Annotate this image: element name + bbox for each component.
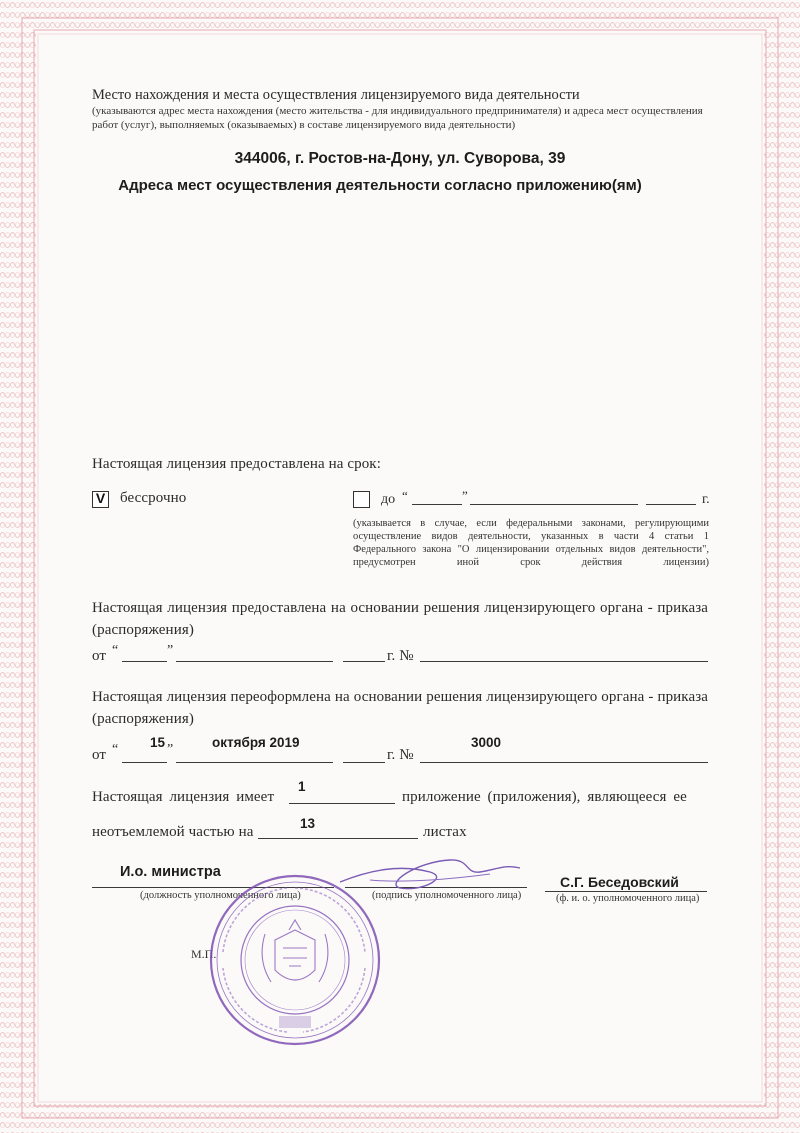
reissue-day-line: [122, 762, 167, 763]
reissue-close-quote: ”: [167, 742, 174, 757]
name-line: [545, 891, 707, 892]
term-label: Настоящая лицензия предоставлена на срок:: [92, 456, 381, 472]
reissue-year-line: [343, 762, 385, 763]
until-prefix: до: [381, 492, 396, 507]
header-lead: Место нахождения и места осуществления лицензируемого вида деятельности: [92, 87, 580, 103]
appendix-sheets: 13: [300, 816, 316, 831]
reissue-number-line: [420, 762, 708, 763]
appendix-count: 1: [298, 779, 306, 794]
reissue-day: 15: [150, 735, 166, 750]
until-year-suffix: г.: [702, 492, 710, 507]
official-seal: [205, 870, 385, 1050]
grant-open-quote: “: [112, 643, 119, 658]
appendix-count-line: [289, 803, 395, 804]
appendix-prefix: Настоящая лицензия имеет: [92, 789, 275, 805]
until-day-line: [412, 504, 462, 505]
reissue-open-quote: “: [112, 742, 119, 757]
signer-name: С.Г. Беседовский: [560, 874, 679, 890]
until-year-line: [646, 504, 696, 505]
reissue-text: Настоящая лицензия переоформлена на основании решения лицензирующего органа - приказа (распоряжения): [92, 689, 708, 727]
reissue-number: 3000: [471, 735, 502, 750]
grant-number-line: [420, 661, 708, 662]
name-caption: (ф. и. о. уполномоченного лица): [556, 893, 700, 904]
places-line: Адреса мест осуществления деятельности согласно приложению(ям): [118, 177, 642, 194]
appendix-sheets-line: [258, 838, 418, 839]
mp-label: М.П.: [191, 947, 217, 961]
reissue-year-no: г. №: [387, 747, 414, 763]
signature-caption: (подпись уполномоченного лица): [372, 890, 522, 901]
grant-year-no: г. №: [387, 648, 414, 664]
grant-month-line: [176, 661, 333, 662]
grant-text: Настоящая лицензия предоставлена на основании решения лицензирующего органа - приказа (распоряжения): [92, 600, 708, 638]
grant-year-line: [343, 661, 385, 662]
until-month-line: [470, 504, 638, 505]
appendix-sheets-suffix: листах: [423, 824, 467, 840]
signer-position: И.о. министра: [120, 864, 221, 880]
grant-from: от: [92, 648, 107, 664]
position-caption: (должность уполномоченного лица): [140, 890, 301, 901]
reissue-month-year: октября 2019: [212, 735, 300, 750]
check-mark-icon: V: [95, 490, 106, 506]
until-open-quote: “: [402, 488, 408, 503]
until-close-quote: ”: [462, 488, 468, 503]
until-checkbox[interactable]: [353, 491, 370, 508]
unlimited-checkbox[interactable]: [92, 491, 109, 508]
address-line: 344006, г. Ростов-на-Дону, ул. Суворова, 39: [234, 150, 566, 167]
unlimited-label: бессрочно: [120, 490, 187, 506]
appendix-part-prefix: неотъемлемой частью на: [92, 824, 254, 840]
appendix-suffix: приложение (приложения), являющееся ее: [402, 789, 687, 805]
reissue-month-line: [176, 762, 333, 763]
grant-day-line: [122, 661, 167, 662]
term-note: (указывается в случае, если федеральными законами, регулирующими осуществление видов деятельности, указанных в части 4 статьи 1 Федерального закона "О лицензировании отдельных видов деятельности", предусмотрен иной срок действия лицензии): [353, 518, 709, 568]
grant-close-quote: ”: [167, 643, 174, 658]
header-note: (указываются адрес места нахождения (место жительства - для индивидуального предпринимателя) и адреса мест осуществления работ (услуг), выполняемых (оказываемых) в составе лицензируемого вида деятельности): [92, 105, 703, 131]
reissue-from: от: [92, 747, 107, 763]
